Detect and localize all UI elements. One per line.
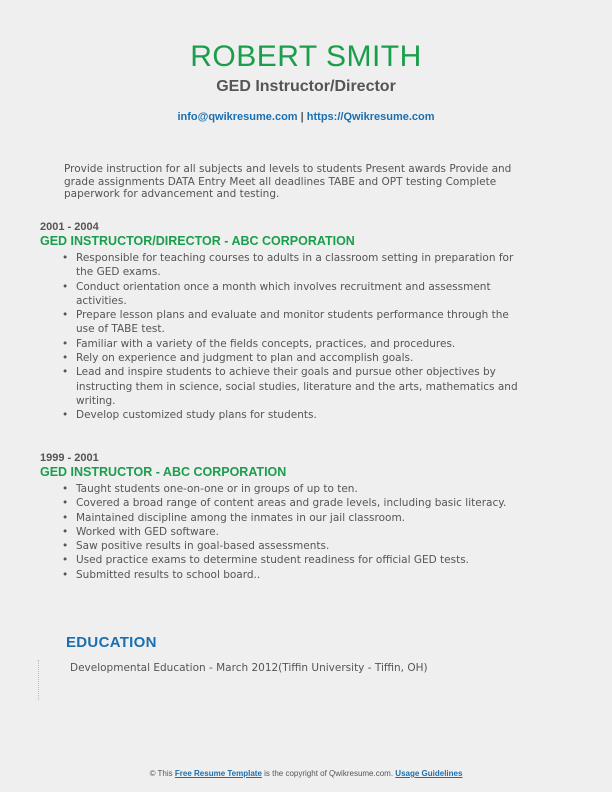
list-item: • Lead and inspire students to achieve their goals and pursue other objectives by instructing them in science, social studies, literature and the arts, mathematics and writing.: [62, 365, 530, 408]
footer-prefix: © This: [149, 769, 173, 778]
list-item: • Worked with GED software.: [62, 525, 530, 539]
experience-dates: 2001 - 2004: [40, 221, 99, 233]
page-footer: [0, 769, 612, 778]
responsibility-list: [62, 482, 530, 582]
footer-copyright-text: is the copyright of Qwikresume.com.: [264, 769, 394, 778]
list-item: • Maintained discipline among the inmates in our jail classroom.: [62, 511, 530, 525]
list-item: • Submitted results to school board..: [62, 568, 530, 582]
experience-entry: [40, 452, 530, 582]
candidate-name: ROBERT SMITH: [190, 40, 422, 73]
summary-paragraph: Provide instruction for all subjects and levels to students Present awards Provide and grade assignments DATA Entry Meet all deadlines TABE and OPT testing Complete paperwork for advancement and testing.: [64, 163, 512, 200]
responsibility-list: [62, 251, 530, 423]
job-title: GED Instructor/Director: [216, 78, 396, 95]
contact-line: [0, 110, 612, 124]
email-link[interactable]: info@qwikresume.com: [177, 111, 298, 123]
section-divider: [38, 660, 39, 700]
free-resume-template-link[interactable]: Free Resume Template: [174, 769, 262, 778]
list-item: • Used practice exams to determine student readiness for official GED tests.: [62, 553, 530, 567]
experience-role: GED INSTRUCTOR - ABC CORPORATION: [40, 465, 287, 479]
education-heading: EDUCATION: [66, 634, 157, 651]
list-item: • Covered a broad range of content areas and grade levels, including basic literacy.: [62, 496, 530, 510]
list-item: • Rely on experience and judgment to plan and accomplish goals.: [62, 351, 530, 365]
usage-guidelines-link[interactable]: Usage Guidelines: [395, 769, 463, 778]
education-entry: Developmental Education - March 2012(Tiffin University - Tiffin, OH): [70, 662, 428, 674]
list-item: • Prepare lesson plans and evaluate and monitor students performance through the use of TABE test.: [62, 308, 530, 337]
contact-separator: |: [300, 111, 304, 123]
list-item: • Familiar with a variety of the fields concepts, practices, and procedures.: [62, 337, 530, 351]
experience-role: GED INSTRUCTOR/DIRECTOR - ABC CORPORATION: [40, 234, 355, 248]
experience-dates: 1999 - 2001: [40, 452, 99, 464]
experience-entry: [40, 221, 530, 423]
list-item: • Responsible for teaching courses to adults in a classroom setting in preparation for the GED exams.: [62, 251, 530, 280]
list-item: • Saw positive results in goal-based assessments.: [62, 539, 530, 553]
list-item: • Conduct orientation once a month which involves recruitment and assessment activities.: [62, 280, 530, 309]
list-item: • Taught students one-on-one or in groups of up to ten.: [62, 482, 530, 496]
website-link[interactable]: https://Qwikresume.com: [306, 111, 435, 123]
list-item: • Develop customized study plans for students.: [62, 408, 530, 422]
